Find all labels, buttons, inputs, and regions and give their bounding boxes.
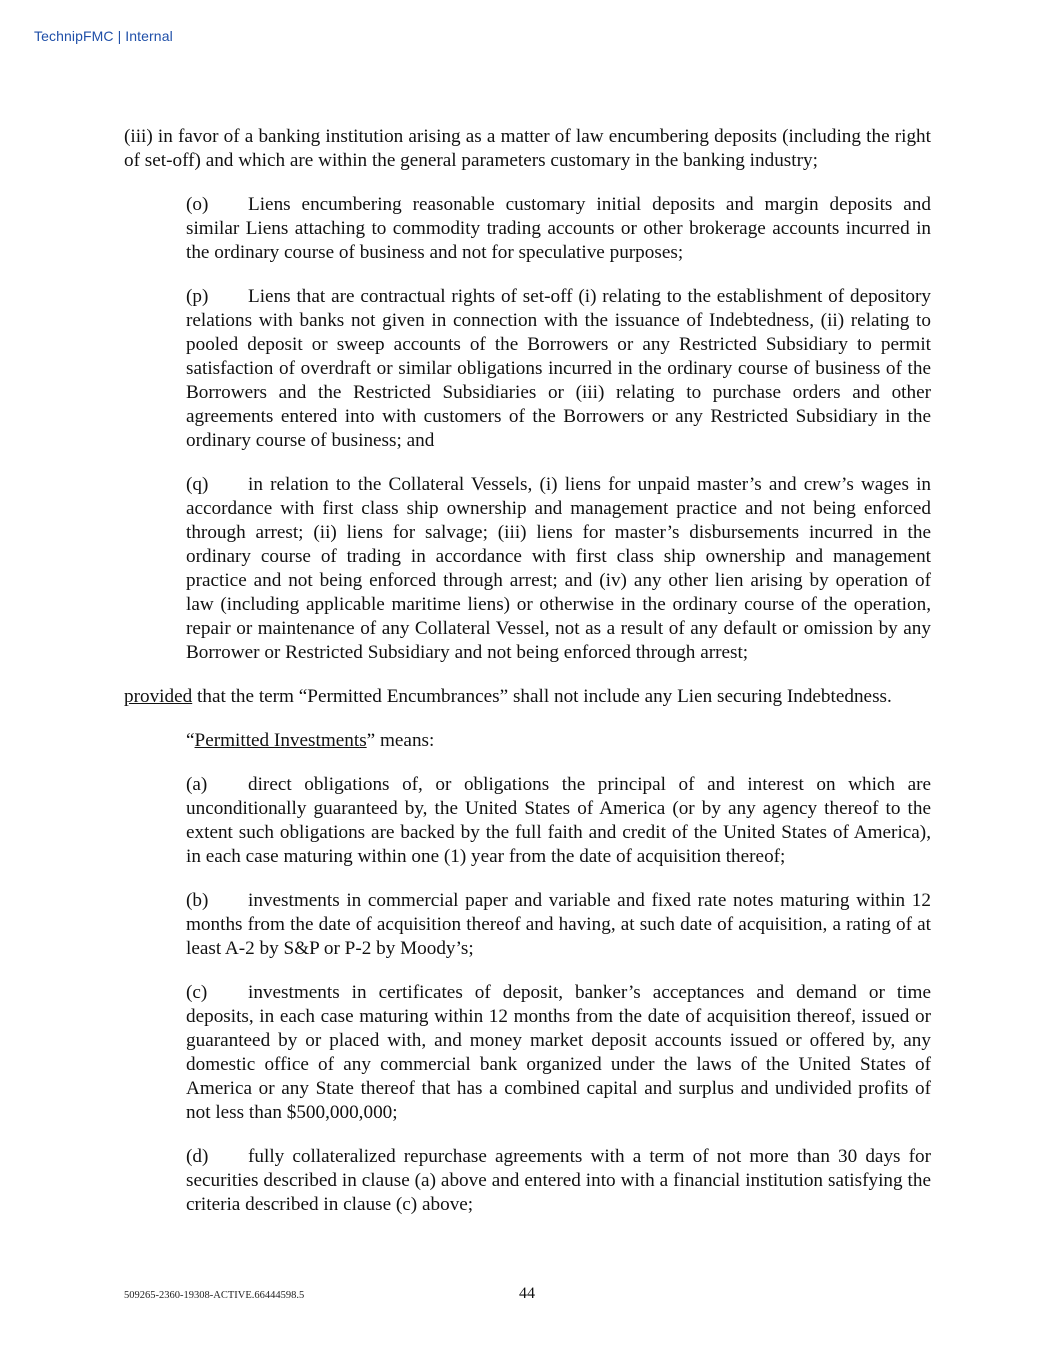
clause-text: in relation to the Collateral Vessels, (i) liens for unpaid master’s and crew’s wages in accordance with first class ship ownership and management practice and not being enforced through arrest; (ii) liens for salvage; (iii) liens for master’s disbursements incurred in the ordinary course of trading in accordance with first class ship ownership and management practice and not being enforced through arrest; and (iv) any other lien arising by operation of law (including applicable maritime liens) or otherwise in the ordinary course of the operation, repair or maintenance of any Collateral Vessel, not as a result of any default or omission by any Borrower or Restricted Subsidiary and not being enforced through arrest; bbox=[186, 474, 931, 663]
clause-label: (p) bbox=[186, 286, 209, 307]
open-quote: “ bbox=[186, 730, 195, 751]
proviso-lead: provided bbox=[124, 686, 193, 707]
clause-text: Liens that are contractual rights of set-off (i) relating to the establishment of depository relations with banks not given in connection with the issuance of Indebtedness, (ii) relating to pooled deposit or sweep accounts of the Borrowers or any Restricted Subsidiary to permit satisfaction of overdraft or similar obligations incurred in the ordinary course of business of the Borrowers and the Restricted Subsidiaries or (iii) relating to purchase orders and other agreements entered into with customers of the Borrowers or any Restricted Subsidiary in the ordinary course of business; and bbox=[186, 286, 931, 451]
clause-p bbox=[124, 285, 931, 453]
classification-label: TechnipFMC | Internal bbox=[34, 28, 173, 44]
document-id: 509265-2360-19308-ACTIVE.66444598.5 bbox=[124, 1290, 305, 1301]
clause-o bbox=[124, 193, 931, 265]
investment-clause-a bbox=[124, 773, 931, 869]
paragraph-text: (iii) in favor of a banking institution arising as a matter of law encumbering deposits (including the right of set-off) and which are within the general parameters customary in the banking industry; bbox=[124, 126, 931, 171]
clause-text: fully collateralized repurchase agreements with a term of not more than 30 days for securities described in clause (a) above and entered into with a financial institution satisfying the criteria described in clause (c) above; bbox=[186, 1146, 931, 1215]
defined-term: Permitted Investments bbox=[194, 730, 367, 751]
clause-label: (d) bbox=[186, 1146, 209, 1167]
clause-label: (c) bbox=[186, 982, 208, 1003]
document-body bbox=[124, 125, 931, 1237]
investment-clause-b bbox=[124, 889, 931, 961]
proviso-text: that the term “Permitted Encumbrances” shall not include any Lien securing Indebtedness. bbox=[192, 686, 892, 707]
proviso-paragraph bbox=[124, 685, 931, 709]
clause-text: direct obligations of, or obligations the principal of and interest on which are unconditionally guaranteed by, the United States of America (or by any agency thereof to the extent such obligations are backed by the full faith and credit of the United States of America), in each case maturing within one (1) year from the date of acquisition thereof; bbox=[186, 774, 931, 867]
investment-clause-c bbox=[124, 981, 931, 1125]
definition-heading bbox=[124, 729, 931, 753]
paragraph-iii bbox=[124, 125, 931, 173]
clause-text: Liens encumbering reasonable customary initial deposits and margin deposits and similar Liens attaching to commodity trading accounts or other brokerage accounts incurred in the ordinary course of business and not for speculative purposes; bbox=[186, 194, 931, 263]
clause-label: (a) bbox=[186, 774, 208, 795]
investment-clause-d bbox=[124, 1145, 931, 1217]
clause-label: (q) bbox=[186, 474, 209, 495]
page-number: 44 bbox=[519, 1285, 535, 1302]
clause-label: (o) bbox=[186, 194, 209, 215]
clause-q bbox=[124, 473, 931, 665]
definition-rest: ” means: bbox=[366, 730, 435, 751]
clause-label: (b) bbox=[186, 890, 209, 911]
clause-text: investments in commercial paper and variable and fixed rate notes maturing within 12 months from the date of acquisition thereof and having, at such date of acquisition, a rating of at least A-2 by S&P or P-2 by Moody’s; bbox=[186, 890, 931, 959]
clause-text: investments in certificates of deposit, banker’s acceptances and demand or time deposits, in each case maturing within 12 months from the date of acquisition thereof, issued or guaranteed by or placed with, and money market deposit accounts issued or offered by, any domestic office of any commercial bank organized under the laws of the United States of America or any State thereof that has a combined capital and surplus and undivided profits of not less than $500,000,000; bbox=[186, 982, 931, 1123]
